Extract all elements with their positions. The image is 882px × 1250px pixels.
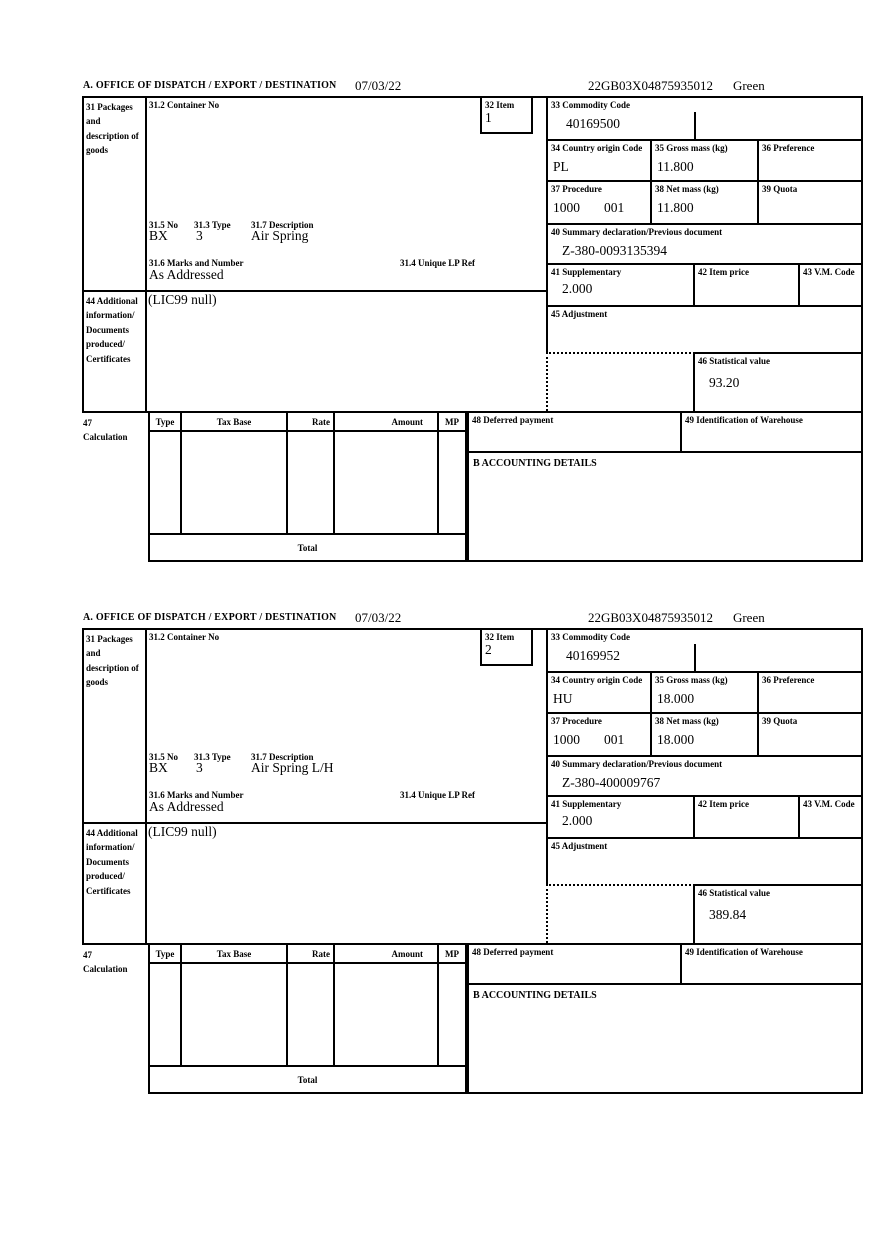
box-41-supplementary: 41 Supplementary 2.000	[546, 265, 693, 307]
box-39-quota: 39 Quota	[757, 182, 861, 225]
statistical-value: 93.20	[709, 375, 740, 391]
box-46-statistical-value: 46 Statistical value 93.20	[693, 352, 861, 411]
box-38-net-mass: 38 Net mass (kg) 18.000	[650, 714, 757, 757]
accounting-details-label: B ACCOUNTING DETAILS	[473, 990, 597, 1001]
left-column-divider	[145, 98, 147, 411]
procedure-value: 1000 001	[553, 732, 625, 748]
box-40-summary-declaration: 40 Summary declaration/Previous document Z-380-400009767	[546, 757, 861, 797]
routing-status: Green	[732, 610, 765, 625]
declaration-reference: 22GB03X04875935012	[588, 78, 713, 93]
box-42-item-price: 42 Item price	[693, 797, 798, 839]
procedure-value: 1000 001	[553, 200, 625, 216]
marks-value: As Addressed	[149, 799, 224, 814]
box-43-vm-code: 43 V.M. Code	[798, 797, 861, 839]
commodity-code-subdivider	[694, 112, 696, 141]
box-47-label: 47 Calculation	[83, 418, 128, 443]
calc-col-amount: Amount	[333, 413, 437, 432]
supplementary-value: 2.000	[562, 281, 593, 297]
declaration-date: 07/03/22	[355, 610, 402, 625]
calc-cell-rate	[286, 964, 333, 1067]
calc-col-mp: MP	[437, 945, 467, 964]
marks-label: 31.6 Marks and Number	[149, 790, 244, 800]
box-34-country-origin: 34 Country origin Code PL	[546, 141, 650, 182]
box-32-item	[480, 630, 533, 666]
package-no-label: 31.5 No	[149, 220, 178, 230]
declaration-date: 07/03/22	[355, 78, 402, 93]
box-48-deferred-payment: 48 Deferred payment	[467, 945, 680, 985]
calc-total-row: Total	[148, 1067, 467, 1094]
package-type-value: 3	[196, 228, 203, 243]
unique-lp-ref-label: 31.4 Unique LP Ref	[400, 790, 476, 800]
sad-form-item-2	[0, 610, 882, 1094]
dotted-divider-horizontal	[546, 884, 695, 886]
left-column-divider	[145, 630, 147, 943]
item-label: 32 Item	[485, 100, 515, 110]
box-47-label: 47 Calculation	[83, 950, 128, 975]
box-38-net-mass: 38 Net mass (kg) 11.800	[650, 182, 757, 225]
description-value: Air Spring L/H	[251, 760, 334, 775]
calc-col-tax-base: Tax Base	[180, 945, 286, 964]
calc-cell-tax-base	[180, 964, 286, 1067]
commodity-code-value: 40169952	[566, 648, 620, 664]
calc-cell-amount	[333, 432, 437, 535]
box-36-preference: 36 Preference	[757, 673, 861, 714]
calc-cell-mp	[437, 964, 467, 1067]
unique-lp-ref-label: 31.4 Unique LP Ref	[400, 258, 476, 268]
box-39-quota: 39 Quota	[757, 714, 861, 757]
calc-cell-tax-base	[180, 432, 286, 535]
box-34-country-origin: 34 Country origin Code HU	[546, 673, 650, 714]
calc-col-rate: Rate	[286, 413, 333, 432]
calc-col-type: Type	[148, 413, 180, 432]
package-no-value: BX	[149, 760, 168, 775]
box-35-gross-mass: 35 Gross mass (kg) 18.000	[650, 673, 757, 714]
additional-info-value: (LIC99 null)	[148, 824, 217, 839]
commodity-code-subdivider	[694, 644, 696, 673]
box-45-adjustment: 45 Adjustment	[546, 307, 861, 352]
procedure-ext-value: 001	[604, 732, 625, 748]
country-origin-value: HU	[553, 691, 573, 707]
box-49-warehouse: 49 Identification of Warehouse	[680, 945, 863, 985]
box-49-warehouse: 49 Identification of Warehouse	[680, 413, 863, 453]
routing-status: Green	[732, 78, 765, 93]
calc-cell-type	[148, 432, 180, 535]
box-46-statistical-value: 46 Statistical value 389.84	[693, 884, 861, 943]
box-31-label: 31 Packages and description of goods	[86, 102, 139, 156]
net-mass-value: 11.800	[657, 200, 694, 216]
calc-col-mp: MP	[437, 413, 467, 432]
calculation-section	[82, 945, 863, 1094]
dotted-divider-vertical	[546, 884, 548, 943]
sad-form-item-1	[0, 78, 882, 562]
dotted-divider-vertical	[546, 352, 548, 411]
marks-label: 31.6 Marks and Number	[149, 258, 244, 268]
gross-mass-value: 18.000	[657, 691, 695, 707]
office-of-dispatch-header: A. OFFICE OF DISPATCH / EXPORT / DESTINATION	[83, 80, 337, 91]
box-37-procedure: 37 Procedure 1000 001	[546, 714, 650, 757]
box-35-gross-mass: 35 Gross mass (kg) 11.800	[650, 141, 757, 182]
office-of-dispatch-header: A. OFFICE OF DISPATCH / EXPORT / DESTINATION	[83, 612, 337, 623]
additional-info-value: (LIC99 null)	[148, 292, 217, 307]
calc-total-row: Total	[148, 535, 467, 562]
calc-cell-rate	[286, 432, 333, 535]
calc-cell-mp	[437, 432, 467, 535]
item-label: 32 Item	[485, 632, 515, 642]
container-no-label: 31.2 Container No	[149, 100, 220, 110]
accounting-details-box	[467, 985, 863, 1094]
accounting-details-label: B ACCOUNTING DETAILS	[473, 458, 597, 469]
dotted-divider-horizontal	[546, 352, 695, 354]
package-type-value: 3	[196, 760, 203, 775]
package-no-value: BX	[149, 228, 168, 243]
box-43-vm-code: 43 V.M. Code	[798, 265, 861, 307]
box-48-deferred-payment: 48 Deferred payment	[467, 413, 680, 453]
box-41-supplementary: 41 Supplementary 2.000	[546, 797, 693, 839]
declaration-reference: 22GB03X04875935012	[588, 610, 713, 625]
calc-cell-type	[148, 964, 180, 1067]
accounting-details-box	[467, 453, 863, 562]
container-no-label: 31.2 Container No	[149, 632, 220, 642]
supplementary-value: 2.000	[562, 813, 593, 829]
summary-declaration-value: Z-380-0093135394	[562, 243, 667, 259]
box-40-summary-declaration: 40 Summary declaration/Previous document Z-380-0093135394	[546, 225, 861, 265]
box-44-label: 44 Additional information/ Documents produced/ Certificates	[86, 828, 138, 896]
net-mass-value: 18.000	[657, 732, 695, 748]
box-31-label: 31 Packages and description of goods	[86, 634, 139, 688]
statistical-value: 389.84	[709, 907, 747, 923]
box-36-preference: 36 Preference	[757, 141, 861, 182]
calc-col-type: Type	[148, 945, 180, 964]
description-label: 31.7 Description	[251, 752, 314, 762]
calc-col-tax-base: Tax Base	[180, 413, 286, 432]
item-number: 1	[485, 110, 492, 126]
box-33-commodity-code: 33 Commodity Code 40169500	[546, 98, 861, 141]
procedure-ext-value: 001	[604, 200, 625, 216]
box-33-commodity-code: 33 Commodity Code 40169952	[546, 630, 861, 673]
calc-col-amount: Amount	[333, 945, 437, 964]
summary-declaration-value: Z-380-400009767	[562, 775, 661, 791]
item-number: 2	[485, 642, 492, 658]
box-37-procedure: 37 Procedure 1000 001	[546, 182, 650, 225]
country-origin-value: PL	[553, 159, 569, 175]
declaration-reference-row	[588, 78, 765, 94]
calc-col-rate: Rate	[286, 945, 333, 964]
goods-item-grid	[82, 96, 863, 413]
box-32-item	[480, 98, 533, 134]
calculation-section	[82, 413, 863, 562]
marks-value: As Addressed	[149, 267, 224, 282]
declaration-reference-row	[588, 610, 765, 626]
package-type-label: 31.3 Type	[194, 752, 231, 762]
gross-mass-value: 11.800	[657, 159, 694, 175]
description-value: Air Spring	[251, 228, 309, 243]
goods-item-grid	[82, 628, 863, 945]
package-no-label: 31.5 No	[149, 752, 178, 762]
package-type-label: 31.3 Type	[194, 220, 231, 230]
box-42-item-price: 42 Item price	[693, 265, 798, 307]
box-44-label: 44 Additional information/ Documents produced/ Certificates	[86, 296, 138, 364]
commodity-code-value: 40169500	[566, 116, 620, 132]
box-45-adjustment: 45 Adjustment	[546, 839, 861, 884]
description-label: 31.7 Description	[251, 220, 314, 230]
calc-cell-amount	[333, 964, 437, 1067]
